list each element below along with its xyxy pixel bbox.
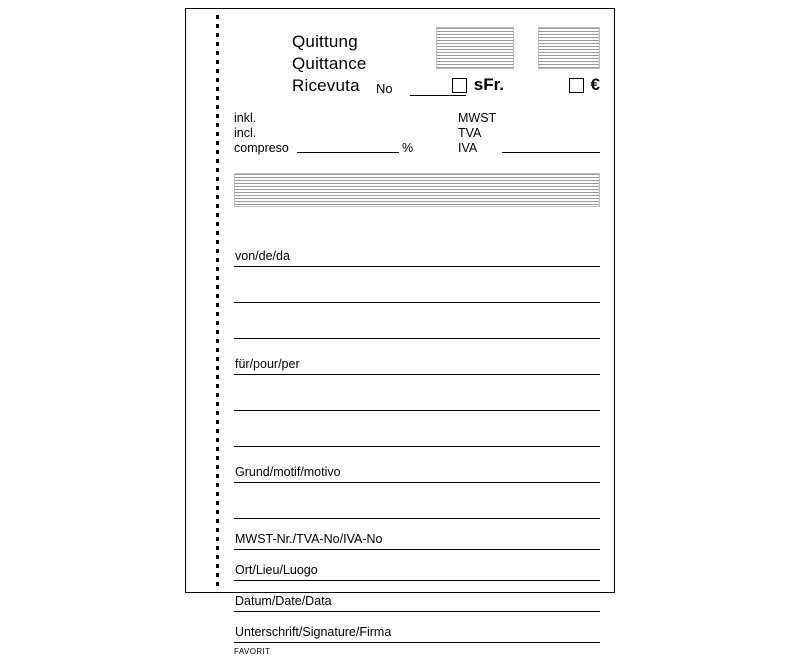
title-it: Ricevuta xyxy=(292,76,360,95)
hatched-box-right xyxy=(538,27,600,69)
field-row-grund-2[interactable] xyxy=(234,483,600,519)
brand-label: FAVORIT xyxy=(234,647,271,656)
amount-hatched-band xyxy=(234,173,600,207)
percent-sign: % xyxy=(402,141,414,155)
field-caption-mwst-nr: MWST-Nr./TVA-No/IVA-No xyxy=(235,532,383,546)
currency-label-eur: € xyxy=(590,75,600,94)
field-row-von-2[interactable] xyxy=(234,267,600,303)
receipt-sheet xyxy=(185,8,615,656)
tax-label-compreso: compreso xyxy=(234,141,289,155)
field-row-mwst-nr[interactable] xyxy=(234,519,600,550)
checkbox-eur[interactable] xyxy=(569,78,584,93)
field-caption-datum: Datum/Date/Data xyxy=(235,594,332,608)
receipt-number-field[interactable] xyxy=(410,95,466,96)
field-caption-fuer: für/pour/per xyxy=(235,357,300,371)
field-caption-von: von/de/da xyxy=(235,249,290,263)
title-de: Quittung xyxy=(292,32,358,51)
field-row-datum[interactable] xyxy=(234,581,600,612)
tax-label-iva: IVA xyxy=(458,141,478,155)
tax-row xyxy=(234,111,600,167)
tax-amount-field[interactable] xyxy=(502,152,600,153)
currency-option-sfr[interactable] xyxy=(452,75,504,95)
tax-left-labels xyxy=(234,111,289,156)
tax-label-incl: incl. xyxy=(234,126,257,140)
field-row-von[interactable] xyxy=(234,231,600,267)
tax-right-labels xyxy=(458,111,496,156)
receipt-header xyxy=(234,9,600,105)
field-row-von-3[interactable] xyxy=(234,303,600,339)
receipt-number-label: No xyxy=(376,81,393,96)
field-caption-ort: Ort/Lieu/Luogo xyxy=(235,563,318,577)
currency-option-eur[interactable] xyxy=(569,75,600,95)
checkbox-sfr[interactable] xyxy=(452,78,467,93)
field-caption-unterschrift: Unterschrift/Signature/Firma xyxy=(235,625,392,639)
currency-label-sfr: sFr. xyxy=(473,75,504,94)
receipt-content xyxy=(234,9,600,656)
field-caption-grund: Grund/motif/motivo xyxy=(235,465,341,479)
tax-label-tva: TVA xyxy=(458,126,482,140)
perforation-strip xyxy=(216,15,219,586)
title-block xyxy=(292,31,367,97)
field-row-ort[interactable] xyxy=(234,550,600,581)
tax-percent-field[interactable] xyxy=(297,152,399,153)
tax-label-mwst: MWST xyxy=(458,111,497,125)
ruled-lines-section xyxy=(234,231,600,656)
tax-label-inkl: inkl. xyxy=(234,111,257,125)
field-row-grund[interactable] xyxy=(234,447,600,483)
field-row-fuer-3[interactable] xyxy=(234,411,600,447)
field-row-fuer-2[interactable] xyxy=(234,375,600,411)
field-row-fuer[interactable] xyxy=(234,339,600,375)
hatched-box-left xyxy=(436,27,514,69)
field-row-unterschrift[interactable] xyxy=(234,612,600,643)
title-fr: Quittance xyxy=(292,54,367,73)
